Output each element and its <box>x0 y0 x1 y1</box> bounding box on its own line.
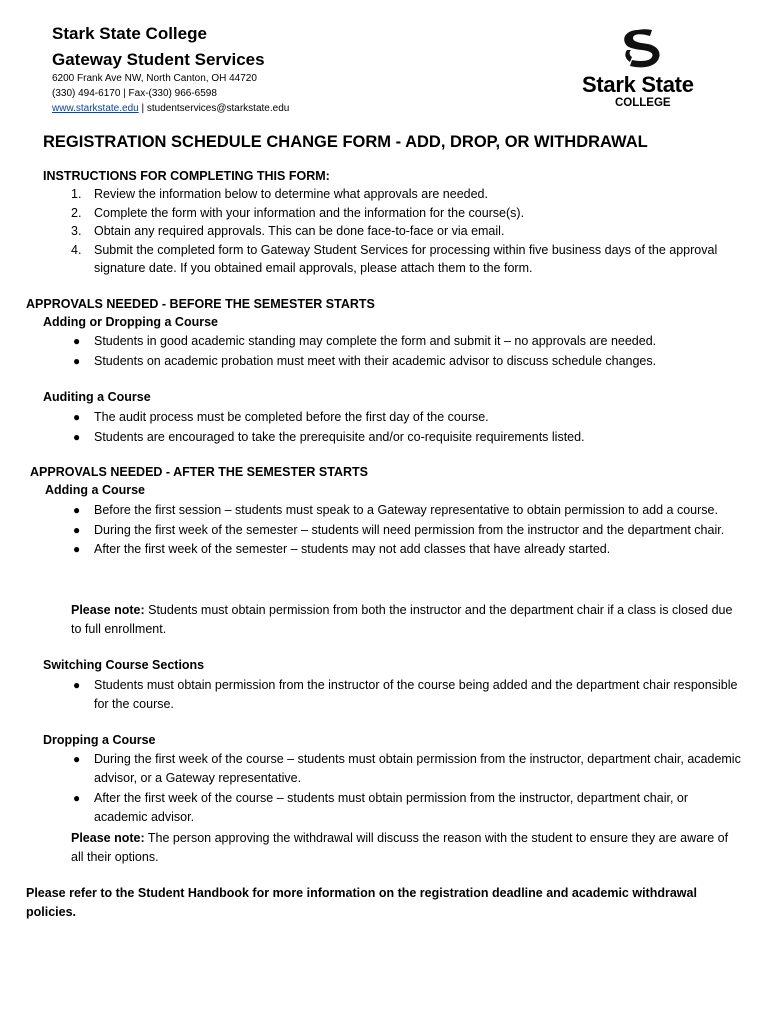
list-item <box>43 222 743 241</box>
contact-line <box>52 101 289 116</box>
list-item-text: Students must obtain permission from the instructor of the course being added and the department chair responsible for the course. <box>94 678 738 711</box>
contact-separator: | <box>138 103 147 114</box>
adding-note <box>71 601 743 638</box>
website-link[interactable]: www.starkstate.edu <box>52 103 139 114</box>
bullet: ● <box>73 678 81 692</box>
address: 6200 Frank Ave NW, North Canton, OH 44720 <box>52 73 257 84</box>
bullet: ● <box>73 522 81 537</box>
adding-dropping-heading: Adding or Dropping a Course <box>43 315 218 329</box>
auditing-heading: Auditing a Course <box>43 390 151 404</box>
list-item-text: Before the first session – students must speak to a Gateway representative to obtain permission to add a course. <box>94 503 718 517</box>
switching-heading: Switching Course Sections <box>43 658 205 672</box>
step-text: Complete the form with your information and the information for the course(s). <box>94 205 525 220</box>
form-title: REGISTRATION SCHEDULE CHANGE FORM - ADD, DROP, OR WITHDRAWAL <box>43 133 648 151</box>
list-item-text: The audit process must be completed before the first day of the course. <box>94 410 489 424</box>
step-text: Review the information below to determine what approvals are needed. <box>94 187 488 201</box>
adding-dropping-list <box>43 332 743 371</box>
switching-list <box>43 676 743 715</box>
logo-text: Stark State <box>582 72 694 97</box>
step-text: Obtain any required approvals. This can be done face-to-face or via email. <box>94 224 505 238</box>
step-number: 2. <box>71 205 82 220</box>
bullet: ● <box>73 503 81 517</box>
step-number: 4. <box>71 242 82 257</box>
step-number: 3. <box>71 224 82 238</box>
list-item <box>43 408 743 427</box>
list-item-text: During the first week of the course – students must obtain permission from the instructor, department chair, academic advisor, or a Gateway representative. <box>94 752 741 785</box>
list-item <box>43 676 743 714</box>
step-text: Submit the completed form to Gateway Student Services for processing within five business days of the approval signature date. If you obtained email approvals, please attach them to the form. <box>94 242 718 275</box>
phone-fax: (330) 494-6170 | Fax-(330) 966-6598 <box>52 88 217 99</box>
after-semester-heading: APPROVALS NEEDED - AFTER THE SEMESTER STARTS <box>30 465 368 479</box>
dropping-list <box>43 750 743 827</box>
list-item <box>43 521 743 540</box>
logo-subtext: COLLEGE <box>615 97 671 109</box>
list-item <box>43 501 743 520</box>
list-item <box>43 789 743 827</box>
list-item <box>43 241 743 278</box>
note-text: The person approving the withdrawal will discuss the reason with the student to ensure they are aware of all their options. <box>71 831 729 864</box>
bullet: ● <box>73 410 81 424</box>
bullet: ● <box>73 353 81 368</box>
list-item <box>43 428 743 447</box>
list-item-text: After the first week of the semester – students may not add classes that have already started. <box>94 542 611 556</box>
email-address: studentservices@starkstate.edu <box>146 103 290 114</box>
note-label: Please note: <box>71 603 145 617</box>
instructions-list <box>43 185 743 278</box>
list-item <box>43 332 743 351</box>
step-number: 1. <box>71 187 82 201</box>
handbook-note: Please refer to the Student Handbook for more information on the registration deadline and academic withdrawal policies. <box>26 886 697 919</box>
dropping-note <box>71 829 743 866</box>
before-semester-heading: APPROVALS NEEDED - BEFORE THE SEMESTER STARTS <box>26 297 375 311</box>
dropping-heading: Dropping a Course <box>43 733 156 747</box>
bullet: ● <box>73 334 81 348</box>
list-item <box>43 750 743 788</box>
list-item <box>43 352 743 371</box>
bullet: ● <box>73 790 81 805</box>
adding-course-list <box>43 501 743 560</box>
college-logo <box>580 24 712 112</box>
note-text: Students must obtain permission from both the instructor and the department chair if a class is closed due to full enrollment. <box>71 603 733 636</box>
list-item <box>43 185 743 204</box>
bullet: ● <box>73 542 81 556</box>
list-item-text: During the first week of the semester – students will need permission from the instructor and the department chair. <box>94 522 725 537</box>
college-name: Stark State College <box>52 24 207 43</box>
list-item <box>43 204 743 223</box>
list-item-text: Students on academic probation must meet with their academic advisor to discuss schedule changes. <box>94 353 657 368</box>
instructions-heading: INSTRUCTIONS FOR COMPLETING THIS FORM: <box>43 169 330 183</box>
auditing-list <box>43 408 743 447</box>
list-item-text: After the first week of the course – students must obtain permission from the instructor, department chair, or academic advisor. <box>94 790 689 824</box>
list-item-text: Students in good academic standing may complete the form and submit it – no approvals are needed. <box>94 334 657 348</box>
bullet: ● <box>73 429 81 444</box>
list-item-text: Students are encouraged to take the prerequisite and/or co-requisite requirements listed. <box>94 429 585 444</box>
note-label: Please note: <box>71 831 145 845</box>
department-name: Gateway Student Services <box>52 50 265 69</box>
list-item <box>43 540 743 559</box>
adding-course-heading: Adding a Course <box>45 483 146 497</box>
bullet: ● <box>73 752 81 766</box>
